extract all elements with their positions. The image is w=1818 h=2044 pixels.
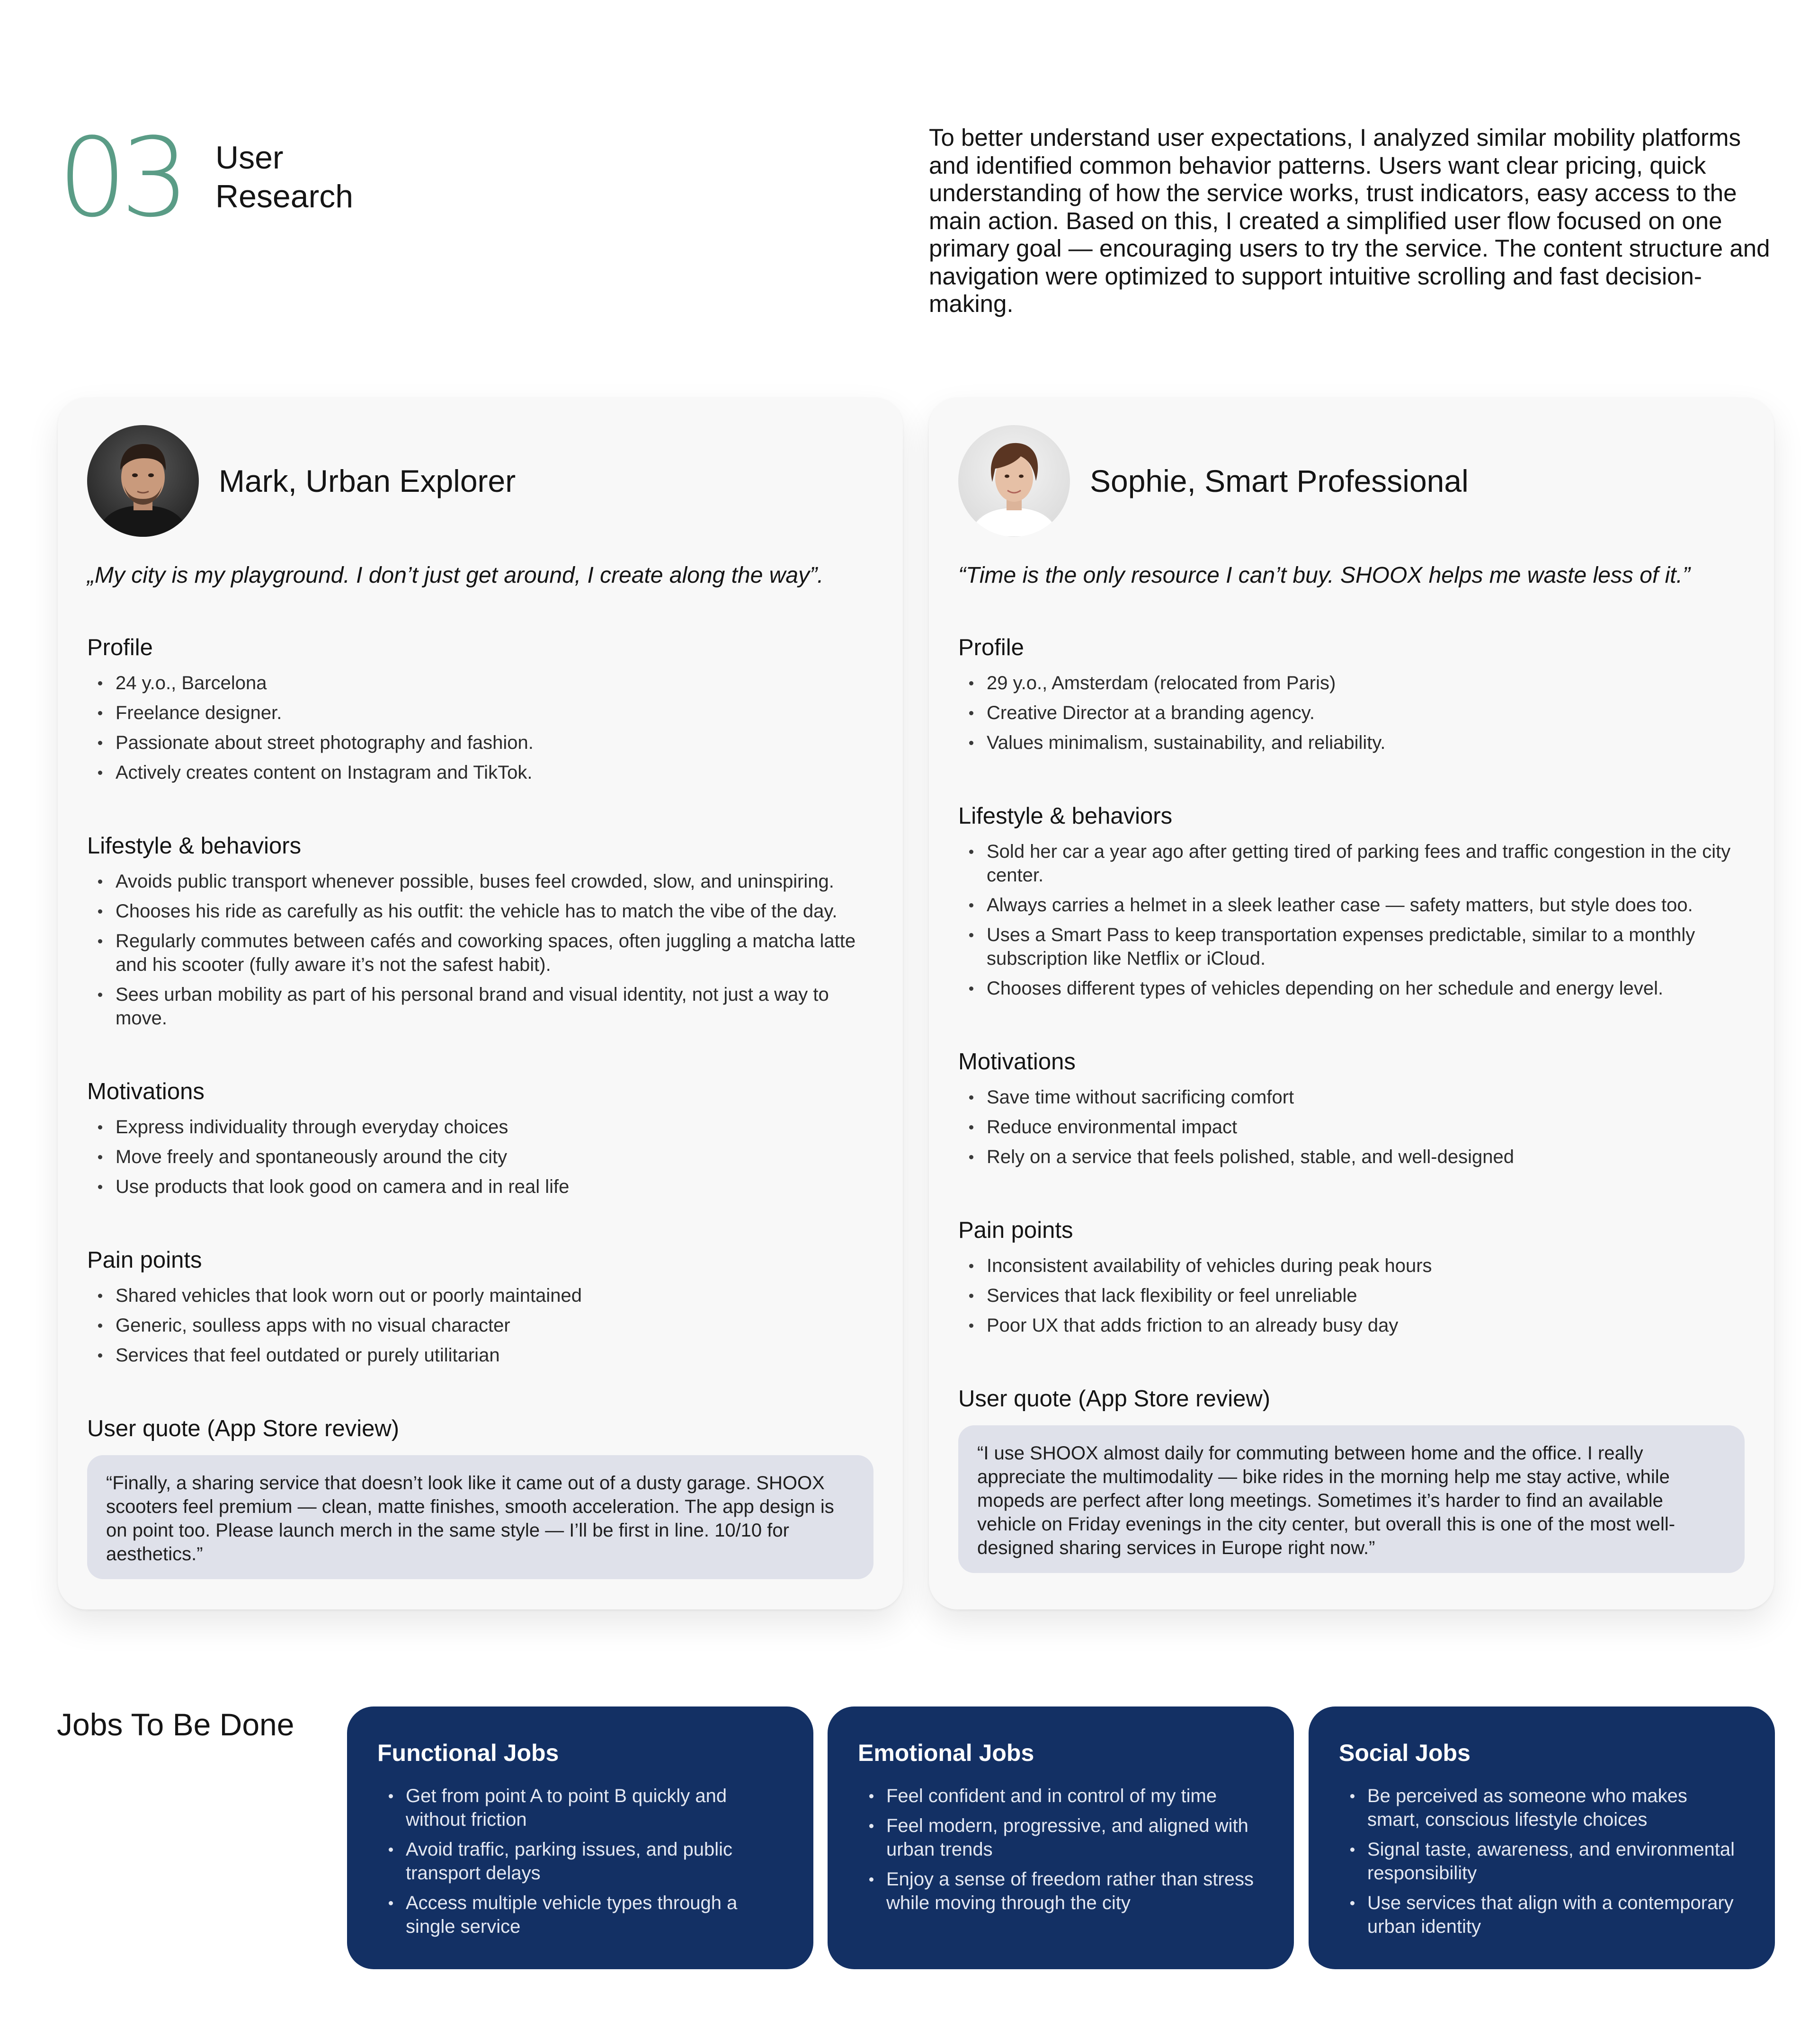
list-item: Uses a Smart Pass to keep transportation expenses predictable, similar to a monthly subscription like Netflix or iCloud. <box>958 923 1745 970</box>
persona-header <box>958 425 1745 537</box>
lifestyle-list <box>958 840 1745 1000</box>
profile-list <box>87 671 873 784</box>
persona-name: Sophie, Smart Professional <box>1090 463 1469 498</box>
list-item: Services that lack flexibility or feel unreliable <box>958 1284 1745 1307</box>
list-item: Generic, soulless apps with no visual character <box>87 1314 873 1337</box>
jobs-list <box>377 1784 783 1938</box>
list-item: Move freely and spontaneously around the city <box>87 1145 873 1169</box>
list-item: Passionate about street photography and fashion. <box>87 731 873 755</box>
list-item: Values minimalism, sustainability, and reliability. <box>958 731 1745 755</box>
lifestyle-list <box>87 870 873 1030</box>
list-item: Freelance designer. <box>87 701 873 725</box>
list-item: Express individuality through everyday choices <box>87 1115 873 1139</box>
list-item: Sold her car a year ago after getting tired of parking fees and traffic congestion in the city center. <box>958 840 1745 887</box>
persona-motto: “Time is the only resource I can’t buy. SHOOX helps me waste less of it.” <box>958 563 1690 588</box>
motivations-title: Motivations <box>958 1049 1076 1075</box>
list-item: Shared vehicles that look worn out or poorly maintained <box>87 1284 873 1307</box>
list-item: 24 y.o., Barcelona <box>87 671 873 695</box>
list-item: Save time without sacrificing comfort <box>958 1085 1745 1109</box>
section-title-line2: Research <box>215 178 354 214</box>
jobs-card-title: Social Jobs <box>1339 1740 1470 1766</box>
pain-points-title: Pain points <box>958 1218 1073 1243</box>
lifestyle-title: Lifestyle & behaviors <box>87 833 302 859</box>
list-item: Be perceived as someone who makes smart, conscious lifestyle choices <box>1339 1784 1745 1831</box>
avatar <box>958 425 1070 537</box>
jobs-list <box>1339 1784 1745 1938</box>
list-item: Regularly commutes between cafés and coworking spaces, often juggling a matcha latte and his scooter (fully aware it’s not the safest habit). <box>87 929 873 977</box>
jobs-card-title: Emotional Jobs <box>858 1740 1034 1766</box>
portrait-image <box>87 425 199 537</box>
jobs-card-emotional <box>828 1706 1294 1969</box>
list-item: Actively creates content on Instagram and TikTok. <box>87 761 873 784</box>
list-item: Inconsistent availability of vehicles during peak hours <box>958 1254 1745 1278</box>
list-item: Chooses his ride as carefully as his outfit: the vehicle has to match the vibe of the day. <box>87 899 873 923</box>
user-quote: “Finally, a sharing service that doesn’t look like it came out of a dusty garage. SHOOX scooters feel premium — clean, matte finishes, smooth acceleration. The app design is on point too. Please launch merch in the same style — I’ll be first in line. 10/10 for aesthetics.” <box>87 1455 873 1579</box>
profile-title: Profile <box>958 635 1024 660</box>
list-item: Get from point A to point B quickly and without friction <box>377 1784 783 1831</box>
persona-name: Mark, Urban Explorer <box>219 463 516 498</box>
jobs-list <box>858 1784 1264 1915</box>
section-title-line1: User <box>215 140 284 176</box>
list-item: Creative Director at a branding agency. <box>958 701 1745 725</box>
persona-motto: „My city is my playground. I don’t just get around, I create along the way”. <box>87 563 824 588</box>
list-item: Sees urban mobility as part of his personal brand and visual identity, not just a way to move. <box>87 983 873 1030</box>
section-title <box>215 138 353 216</box>
persona-header <box>87 425 873 537</box>
profile-list <box>958 671 1745 755</box>
section-number: 03 <box>58 115 183 241</box>
list-item: 29 y.o., Amsterdam (relocated from Paris) <box>958 671 1745 695</box>
jobs-card-title: Functional Jobs <box>377 1740 559 1766</box>
list-item: Services that feel outdated or purely utilitarian <box>87 1343 873 1367</box>
jobs-card-social <box>1309 1706 1775 1969</box>
motivations-title: Motivations <box>87 1079 205 1104</box>
avatar <box>87 425 199 537</box>
profile-title: Profile <box>87 635 153 660</box>
motivations-list <box>87 1115 873 1199</box>
list-item: Use products that look good on camera and in real life <box>87 1175 873 1199</box>
list-item: Reduce environmental impact <box>958 1115 1745 1139</box>
user-quote-title: User quote (App Store review) <box>87 1416 400 1441</box>
lifestyle-title: Lifestyle & behaviors <box>958 803 1173 829</box>
list-item: Feel modern, progressive, and aligned with urban trends <box>858 1814 1264 1861</box>
pain-points-list <box>958 1254 1745 1337</box>
pain-points-list <box>87 1284 873 1367</box>
list-item: Poor UX that adds friction to an already busy day <box>958 1314 1745 1337</box>
list-item: Chooses different types of vehicles depending on her schedule and energy level. <box>958 977 1745 1000</box>
portrait-image <box>958 425 1070 537</box>
list-item: Enjoy a sense of freedom rather than stress while moving through the city <box>858 1867 1264 1915</box>
jtbd-title: Jobs To Be Done <box>57 1707 294 1742</box>
persona-card-sophie <box>929 398 1774 1609</box>
list-item: Avoids public transport whenever possible, buses feel crowded, slow, and uninspiring. <box>87 870 873 893</box>
user-quote: “I use SHOOX almost daily for commuting between home and the office. I really appreciate the multimodality — bike rides in the morning help me stay active, while mopeds are perfect after long meetings. Sometimes it’s harder to find an available vehicle on Friday evenings in the city center, but overall this is one of the most well-designed sharing services in Europe right now.” <box>958 1425 1745 1573</box>
list-item: Rely on a service that feels polished, stable, and well-designed <box>958 1145 1745 1169</box>
intro-paragraph: To better understand user expectations, I analyzed similar mobility platforms and identified common behavior patterns. Users want clear pricing, quick understanding of how the service works, trust indicators, easy access to the main action. Based on this, I created a simplified user flow focused on one primary goal — encouraging users to try the service. The content structure and navigation were optimized to support intuitive scrolling and fast decision-making. <box>929 124 1770 317</box>
list-item: Access multiple vehicle types through a single service <box>377 1891 783 1938</box>
list-item: Always carries a helmet in a sleek leather case — safety matters, but style does too. <box>958 893 1745 917</box>
list-item: Use services that align with a contemporary urban identity <box>1339 1891 1745 1938</box>
pain-points-title: Pain points <box>87 1247 202 1273</box>
user-quote-title: User quote (App Store review) <box>958 1386 1271 1412</box>
list-item: Avoid traffic, parking issues, and public transport delays <box>377 1838 783 1885</box>
persona-card-mark <box>58 398 903 1609</box>
list-item: Signal taste, awareness, and environmental responsibility <box>1339 1838 1745 1885</box>
jobs-card-functional <box>347 1706 813 1969</box>
motivations-list <box>958 1085 1745 1169</box>
list-item: Feel confident and in control of my time <box>858 1784 1264 1808</box>
